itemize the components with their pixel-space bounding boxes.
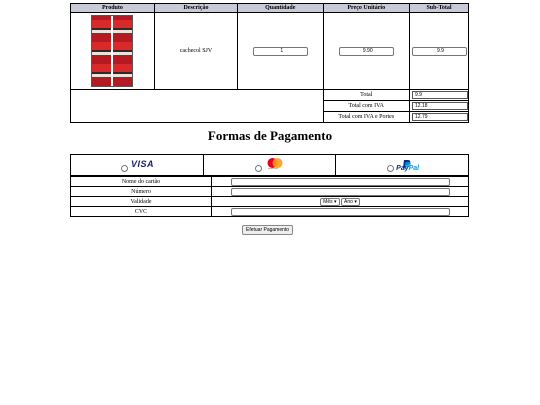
- card-cvc-cell: [212, 207, 469, 217]
- quantity-cell: [238, 13, 324, 90]
- submit-payment-button[interactable]: Efetuar Pagamento: [242, 225, 293, 235]
- paypal-logo: [396, 165, 419, 172]
- unit-price-cell: [323, 13, 409, 90]
- cart-header-row: [71, 4, 469, 13]
- year-select[interactable]: [341, 198, 360, 206]
- card-name-input[interactable]: [231, 178, 450, 186]
- payment-option-visa[interactable]: [71, 155, 203, 175]
- summary-value-cell-vat: [410, 101, 469, 112]
- col-header-product: Produto: [71, 4, 155, 13]
- summary-value-vat-shipping[interactable]: 12.79: [412, 113, 468, 121]
- summary-row-total: [71, 90, 469, 101]
- summary-value-cell-total: [410, 90, 469, 101]
- unit-price-input[interactable]: 9.90: [339, 47, 394, 56]
- month-select[interactable]: [320, 198, 339, 206]
- visa-logo: VISA: [131, 159, 155, 169]
- year-select-value: Ano: [344, 198, 353, 205]
- payment-methods-title: Formas de Pagamento: [207, 128, 333, 143]
- visa-radio[interactable]: [121, 165, 128, 172]
- subtotal-input[interactable]: 9.9: [412, 47, 467, 56]
- col-header-subtotal: Sub-Total: [410, 4, 469, 13]
- chevron-down-icon: ▾: [354, 198, 357, 205]
- card-name-row: [71, 177, 468, 187]
- cart-section: [70, 3, 469, 123]
- card-cvc-label: CVC: [71, 207, 212, 217]
- summary-value-cell-vat-shipping: [410, 112, 469, 123]
- product-description: cachecol SJV: [154, 13, 237, 90]
- cart-table: [70, 3, 469, 123]
- card-number-input[interactable]: [231, 188, 450, 196]
- summary-label-vat: Total com IVA: [323, 101, 409, 112]
- summary-label-total: Total: [323, 90, 409, 101]
- summary-label-vat-shipping: Total com IVA e Portes: [323, 112, 409, 123]
- card-number-cell: [212, 187, 469, 197]
- col-header-unit-price: Preço Unitário: [323, 4, 409, 13]
- mastercard-logo: [267, 156, 283, 172]
- card-validity-cell: [212, 197, 469, 207]
- paypal-word-pal: Pal: [408, 165, 420, 172]
- col-header-quantity: Quantidade: [238, 4, 324, 13]
- card-name-label: Nome do cartão: [71, 177, 212, 187]
- paypal-radio[interactable]: [387, 165, 394, 172]
- card-validity-row: [71, 197, 468, 207]
- product-image: [91, 15, 133, 87]
- card-cvc-input[interactable]: [231, 208, 450, 216]
- summary-value-vat[interactable]: 12.18: [412, 102, 468, 110]
- subtotal-cell: [410, 13, 469, 90]
- mastercard-wordmark: mastercard: [267, 168, 278, 170]
- card-number-label: Número: [71, 187, 212, 197]
- payment-option-paypal[interactable]: [336, 155, 468, 175]
- summary-value-total[interactable]: 9.9: [412, 91, 468, 99]
- payment-option-mastercard[interactable]: [203, 155, 335, 175]
- paypal-word-pay: Pay: [396, 165, 409, 172]
- card-form: [70, 176, 469, 217]
- product-cell: [71, 13, 155, 90]
- card-cvc-row: [71, 207, 468, 217]
- summary-spacer: [71, 90, 324, 123]
- col-header-description: Descrição: [154, 4, 237, 13]
- cart-item-row: [71, 13, 469, 90]
- card-number-row: [71, 187, 468, 197]
- mastercard-radio[interactable]: [255, 165, 262, 172]
- quantity-input[interactable]: 1: [253, 47, 308, 56]
- payment-methods: [70, 154, 469, 176]
- card-validity-label: Validade: [71, 197, 212, 207]
- chevron-down-icon: ▾: [334, 198, 337, 205]
- month-select-value: Mês: [323, 198, 333, 205]
- card-name-cell: [212, 177, 469, 187]
